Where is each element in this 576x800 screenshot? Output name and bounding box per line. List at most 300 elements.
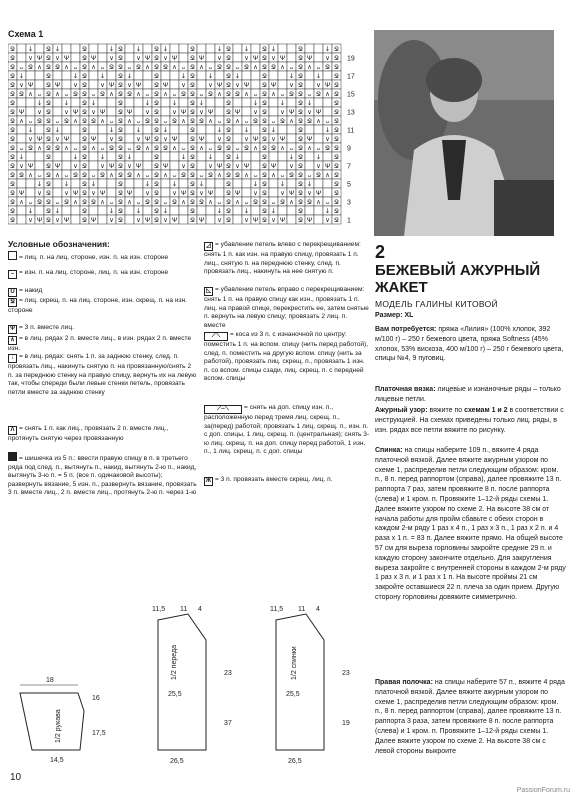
svg-text:↓: ↓	[279, 180, 286, 189]
back-bottom-dim: 26,5	[288, 758, 302, 765]
svg-text:Ψ: Ψ	[27, 81, 34, 90]
svg-text:Ψ: Ψ	[288, 108, 295, 117]
svg-text:∨: ∨	[28, 54, 33, 63]
svg-text:Ψ: Ψ	[270, 162, 277, 171]
svg-text:Ջ: Ջ	[262, 162, 267, 171]
svg-text:∧: ∧	[271, 171, 276, 180]
svg-text:Ջ: Ջ	[298, 54, 303, 63]
svg-text:↓: ↓	[144, 99, 151, 108]
svg-text:∧: ∧	[37, 144, 42, 153]
svg-text:ᴗ: ᴗ	[28, 198, 33, 207]
svg-text:Ջ: Ջ	[316, 90, 321, 99]
svg-text:∧: ∧	[289, 198, 294, 207]
svg-text:↓: ↓	[162, 207, 169, 216]
back-label: 1/2 спинки	[291, 646, 298, 680]
svg-text:Ջ: Ջ	[298, 72, 303, 81]
svg-text:Ջ: Ջ	[298, 144, 303, 153]
svg-text:Ψ: Ψ	[243, 81, 250, 90]
front-right-bottom-dim: 37	[224, 720, 232, 727]
svg-text:Ջ: Ջ	[82, 72, 87, 81]
svg-text:Ջ: Ջ	[145, 117, 150, 126]
svg-text:∨: ∨	[100, 81, 105, 90]
svg-text:↓: ↓	[315, 153, 322, 162]
svg-text:Ջ: Ջ	[10, 81, 15, 90]
svg-text:∧: ∧	[127, 117, 132, 126]
svg-text:Ջ: Ջ	[10, 198, 15, 207]
svg-text:↓: ↓	[108, 45, 115, 54]
svg-text:Ջ: Ջ	[190, 63, 195, 72]
cable-5-symbol-icon: ⟋‒⟍	[204, 405, 242, 414]
svg-text:Ջ: Ջ	[208, 90, 213, 99]
svg-text:Ջ: Ջ	[82, 54, 87, 63]
svg-text:Ջ: Ջ	[325, 144, 330, 153]
svg-text:ᴗ: ᴗ	[307, 90, 312, 99]
svg-text:∨: ∨	[181, 162, 186, 171]
back-schematic	[256, 600, 371, 770]
svg-text:Ψ: Ψ	[63, 135, 70, 144]
svg-text:Ջ: Ջ	[334, 117, 339, 126]
svg-text:Ջ: Ջ	[262, 171, 267, 180]
svg-text:∨: ∨	[172, 189, 177, 198]
svg-text:∧: ∧	[109, 171, 114, 180]
svg-text:↓: ↓	[27, 126, 34, 135]
svg-text:Ջ: Ջ	[118, 135, 123, 144]
svg-text:↓: ↓	[243, 126, 250, 135]
svg-text:Ջ: Ջ	[154, 90, 159, 99]
svg-text:Ջ: Ջ	[118, 216, 123, 225]
chart-row-number: 17	[347, 73, 355, 81]
svg-text:Ջ: Ջ	[118, 45, 123, 54]
svg-text:Ջ: Ջ	[118, 162, 123, 171]
svg-text:Ջ: Ջ	[262, 216, 267, 225]
svg-text:Ջ: Ջ	[82, 126, 87, 135]
svg-text:Ջ: Ջ	[226, 135, 231, 144]
svg-text:Ψ: Ψ	[198, 54, 205, 63]
svg-text:ᴗ: ᴗ	[235, 63, 240, 72]
svg-text:↓: ↓	[180, 153, 187, 162]
svg-text:ᴗ: ᴗ	[325, 117, 330, 126]
svg-text:Ջ: Ջ	[280, 198, 285, 207]
svg-text:∧: ∧	[73, 117, 78, 126]
svg-text:Ջ: Ջ	[334, 126, 339, 135]
svg-text:Ջ: Ջ	[82, 216, 87, 225]
svg-text:∨: ∨	[244, 54, 249, 63]
svg-text:ᴗ: ᴗ	[316, 144, 321, 153]
size-line: Размер: XL	[375, 312, 414, 319]
svg-text:∧: ∧	[37, 63, 42, 72]
svg-text:Ψ: Ψ	[72, 108, 79, 117]
svg-text:Ջ: Ջ	[82, 207, 87, 216]
svg-text:Ջ: Ջ	[46, 153, 51, 162]
svg-text:ᴗ: ᴗ	[73, 144, 78, 153]
svg-text:∨: ∨	[55, 216, 60, 225]
svg-text:Ψ: Ψ	[108, 162, 115, 171]
chart-row-number: 9	[347, 145, 351, 153]
svg-text:Ջ: Ջ	[190, 90, 195, 99]
svg-text:ᴗ: ᴗ	[271, 117, 276, 126]
chart-row-number: 13	[347, 109, 355, 117]
svg-text:Ջ: Ջ	[334, 180, 339, 189]
svg-text:Ջ: Ջ	[82, 81, 87, 90]
svg-text:Ջ: Ջ	[298, 90, 303, 99]
svg-text:ᴗ: ᴗ	[208, 144, 213, 153]
svg-text:↓: ↓	[216, 45, 223, 54]
svg-text:∨: ∨	[136, 216, 141, 225]
svg-text:ᴗ: ᴗ	[100, 63, 105, 72]
svg-text:Ջ: Ջ	[82, 108, 87, 117]
svg-text:↓: ↓	[54, 126, 61, 135]
svg-text:↓: ↓	[243, 45, 250, 54]
svg-text:∨: ∨	[136, 135, 141, 144]
sleeve-top-dim: 18	[46, 677, 54, 684]
svg-text:ᴗ: ᴗ	[244, 198, 249, 207]
svg-text:Ջ: Ջ	[262, 144, 267, 153]
svg-text:ᴗ: ᴗ	[109, 198, 114, 207]
svg-text:Ջ: Ջ	[19, 171, 24, 180]
svg-text:Ջ: Ջ	[334, 90, 339, 99]
svg-text:Ψ: Ψ	[171, 135, 178, 144]
svg-text:∨: ∨	[325, 135, 330, 144]
svg-text:Ջ: Ջ	[127, 171, 132, 180]
svg-text:Ջ: Ջ	[46, 54, 51, 63]
svg-text:∧: ∧	[109, 90, 114, 99]
svg-text:Ջ: Ջ	[154, 63, 159, 72]
svg-text:Ψ: Ψ	[216, 162, 223, 171]
svg-text:Ջ: Ջ	[262, 99, 267, 108]
svg-text:Ջ: Ջ	[226, 180, 231, 189]
svg-text:∧: ∧	[55, 171, 60, 180]
svg-text:Ջ: Ջ	[199, 117, 204, 126]
svg-text:Ջ: Ջ	[82, 180, 87, 189]
svg-text:Ջ: Ջ	[82, 99, 87, 108]
svg-text:↓: ↓	[171, 180, 178, 189]
svg-text:Ջ: Ջ	[298, 81, 303, 90]
svg-text:Ψ: Ψ	[18, 189, 25, 198]
svg-text:Ջ: Ջ	[190, 180, 195, 189]
svg-text:ᴗ: ᴗ	[181, 144, 186, 153]
svg-text:↓: ↓	[162, 126, 169, 135]
legend-item-right-decrease: ◺ = убавление петель вправо с перекрещиванием: снять 1 п. на правую спицу как изн., провязать 1 п. лиц. на правой спице, перекрестить ее, затем снятые п. вернуть на левую спицу; провязать 2 лиц. п. вместе	[204, 286, 369, 329]
svg-text:Ջ: Ջ	[190, 72, 195, 81]
svg-text:∧: ∧	[208, 198, 213, 207]
chart-title: Схема 1	[8, 29, 44, 39]
svg-text:Ջ: Ջ	[190, 216, 195, 225]
svg-text:Ջ: Ջ	[262, 54, 267, 63]
svg-text:Ψ: Ψ	[306, 216, 313, 225]
svg-text:Ψ: Ψ	[27, 162, 34, 171]
svg-text:Ջ: Ջ	[154, 72, 159, 81]
svg-text:Ջ: Ջ	[46, 135, 51, 144]
yarn-over-symbol-icon: U	[8, 288, 17, 297]
svg-text:ᴗ: ᴗ	[289, 144, 294, 153]
back-right-bottom-dim: 19	[342, 720, 350, 727]
svg-text:∨: ∨	[217, 54, 222, 63]
svg-text:Ջ: Ջ	[190, 189, 195, 198]
svg-text:Ψ: Ψ	[270, 81, 277, 90]
svg-text:Ջ: Ջ	[262, 126, 267, 135]
svg-text:∧: ∧	[289, 117, 294, 126]
svg-text:ᴗ: ᴗ	[163, 198, 168, 207]
front-top-a-dim: 11,5	[152, 606, 166, 613]
svg-text:Ψ: Ψ	[288, 189, 295, 198]
svg-text:Ջ: Ջ	[262, 135, 267, 144]
back-top-b-dim: 11	[298, 606, 306, 613]
svg-text:Ջ: Ջ	[190, 171, 195, 180]
svg-text:ᴗ: ᴗ	[109, 117, 114, 126]
legend-item-twisted: Ջ = лиц. скрещ. п. на лиц. стороне, изн. скрещ. п. на изн. стороне	[8, 297, 187, 314]
svg-text:Ջ: Ջ	[190, 45, 195, 54]
svg-text:Ջ: Ջ	[172, 117, 177, 126]
front-label: 1/2 переда	[171, 645, 178, 680]
sleeve-side-top-dim: 16	[92, 695, 100, 702]
legend-item-yarn-over: U = накид	[8, 287, 198, 297]
svg-text:Ψ: Ψ	[144, 135, 151, 144]
svg-text:Ջ: Ջ	[28, 144, 33, 153]
svg-text:Ջ: Ջ	[226, 207, 231, 216]
svg-text:ᴗ: ᴗ	[64, 90, 69, 99]
svg-text:∧: ∧	[253, 63, 258, 72]
svg-text:Ջ: Ջ	[82, 144, 87, 153]
svg-text:ᴗ: ᴗ	[73, 63, 78, 72]
sleeve-bottom-dim: 14,5	[50, 757, 64, 764]
svg-text:Ջ: Ջ	[334, 162, 339, 171]
svg-text:ᴗ: ᴗ	[163, 117, 168, 126]
back-mid-dim: 25,5	[286, 691, 300, 698]
svg-text:Ջ: Ջ	[46, 207, 51, 216]
svg-text:Ջ: Ջ	[118, 144, 123, 153]
svg-text:Ջ: Ջ	[334, 99, 339, 108]
svg-text:Ջ: Ջ	[118, 99, 123, 108]
svg-text:∧: ∧	[325, 171, 330, 180]
svg-text:↓: ↓	[54, 207, 61, 216]
cable-3-symbol-icon: ⟋⟍	[204, 332, 228, 341]
svg-text:Ջ: Ջ	[163, 63, 168, 72]
svg-text:Ψ: Ψ	[18, 108, 25, 117]
svg-text:∧: ∧	[91, 144, 96, 153]
svg-text:Ջ: Ջ	[298, 189, 303, 198]
svg-text:Ջ: Ջ	[235, 171, 240, 180]
svg-text:ᴗ: ᴗ	[280, 90, 285, 99]
svg-text:∨: ∨	[199, 189, 204, 198]
svg-text:Ջ: Ջ	[82, 90, 87, 99]
article-title: БЕЖЕВЫЙ АЖУРНЫЙ ЖАКЕТ	[375, 262, 541, 296]
svg-text:ᴗ: ᴗ	[325, 198, 330, 207]
svg-text:↓: ↓	[234, 72, 241, 81]
svg-text:↓: ↓	[27, 45, 34, 54]
svg-text:Ջ: Ջ	[271, 144, 276, 153]
svg-text:↓: ↓	[207, 153, 214, 162]
svg-text:ᴗ: ᴗ	[253, 90, 258, 99]
svg-text:Ջ: Ջ	[127, 90, 132, 99]
svg-text:∧: ∧	[208, 117, 213, 126]
svg-text:Ջ: Ջ	[100, 171, 105, 180]
svg-text:Ջ: Ջ	[154, 207, 159, 216]
svg-text:Ψ: Ψ	[252, 54, 259, 63]
svg-text:∨: ∨	[316, 162, 321, 171]
svg-text:Ջ: Ջ	[217, 63, 222, 72]
svg-text:Ջ: Ջ	[289, 90, 294, 99]
svg-text:Ջ: Ջ	[244, 63, 249, 72]
svg-text:Ջ: Ջ	[172, 198, 177, 207]
chart-row-number: 7	[347, 163, 351, 171]
svg-text:∨: ∨	[307, 108, 312, 117]
svg-text:Ψ: Ψ	[207, 108, 214, 117]
front-mid-dim: 25,5	[168, 691, 182, 698]
svg-text:↓: ↓	[18, 153, 25, 162]
svg-text:Ջ: Ջ	[154, 144, 159, 153]
svg-text:∨: ∨	[55, 135, 60, 144]
svg-text:ᴗ: ᴗ	[55, 117, 60, 126]
svg-text:∨: ∨	[217, 135, 222, 144]
svg-text:ᴗ: ᴗ	[64, 171, 69, 180]
svg-text:Ջ: Ջ	[82, 63, 87, 72]
sk2p-symbol-icon: Λ	[8, 426, 17, 435]
svg-text:Ջ: Ջ	[91, 198, 96, 207]
back-top-a-dim: 11,5	[270, 606, 284, 613]
svg-text:ᴗ: ᴗ	[127, 144, 132, 153]
svg-text:∨: ∨	[127, 81, 132, 90]
svg-text:ᴗ: ᴗ	[91, 90, 96, 99]
svg-text:↓: ↓	[306, 99, 313, 108]
svg-text:Ջ: Ջ	[73, 171, 78, 180]
svg-text:Ջ: Ջ	[10, 90, 15, 99]
svg-text:Ջ: Ջ	[46, 81, 51, 90]
svg-text:∨: ∨	[253, 108, 258, 117]
svg-text:↓: ↓	[126, 153, 133, 162]
svg-text:Ψ: Ψ	[162, 162, 169, 171]
legend-item-left-decrease: ◿ = убавление петель влево с перекрещиванием: снять 1 п. как изн. на правую спицу, провязать 1 п. лиц., снятую п. на переднюю стенку, след. п. провязать лиц., накинуть на нее снятую п.	[204, 241, 361, 276]
svg-text:∨: ∨	[37, 189, 42, 198]
svg-text:Ջ: Ջ	[154, 126, 159, 135]
svg-text:Ջ: Ջ	[262, 108, 267, 117]
back-top-c-dim: 4	[316, 606, 320, 613]
svg-text:∧: ∧	[235, 117, 240, 126]
svg-text:ᴗ: ᴗ	[289, 63, 294, 72]
svg-text:Ջ: Ջ	[154, 108, 159, 117]
svg-text:∧: ∧	[181, 198, 186, 207]
svg-text:Ջ: Ջ	[10, 117, 15, 126]
svg-text:Ջ: Ջ	[190, 126, 195, 135]
svg-text:Ջ: Ջ	[118, 117, 123, 126]
knit-symbol-icon	[8, 251, 17, 260]
watermark: PassionForum.ru	[516, 787, 570, 794]
svg-text:∧: ∧	[172, 63, 177, 72]
svg-text:Ջ: Ջ	[28, 63, 33, 72]
svg-text:Ջ: Ջ	[10, 189, 15, 198]
svg-text:∧: ∧	[19, 117, 24, 126]
svg-text:ᴗ: ᴗ	[280, 171, 285, 180]
svg-text:∨: ∨	[199, 108, 204, 117]
k3tog-tbl-symbol-icon: Ж	[205, 478, 212, 484]
svg-text:Ջ: Ջ	[145, 198, 150, 207]
sleeve-schematic	[8, 655, 158, 765]
svg-text:∧: ∧	[100, 198, 105, 207]
svg-text:↓: ↓	[270, 207, 277, 216]
svg-text:Ջ: Ջ	[10, 153, 15, 162]
svg-text:Ψ: Ψ	[234, 189, 241, 198]
svg-text:↓: ↓	[135, 207, 142, 216]
svg-text:Ջ: Ջ	[82, 171, 87, 180]
svg-text:∨: ∨	[271, 54, 276, 63]
svg-text:Ջ: Ջ	[154, 81, 159, 90]
svg-text:Ջ: Ջ	[55, 144, 60, 153]
svg-text:∨: ∨	[163, 54, 168, 63]
svg-text:∨: ∨	[235, 162, 240, 171]
svg-text:∨: ∨	[289, 162, 294, 171]
svg-text:ᴗ: ᴗ	[199, 90, 204, 99]
svg-text:∨: ∨	[172, 108, 177, 117]
svg-text:Ψ: Ψ	[108, 81, 115, 90]
svg-text:Ջ: Ջ	[118, 153, 123, 162]
article-number: 2	[375, 242, 386, 262]
svg-text:Ψ: Ψ	[126, 189, 133, 198]
svg-text:↓: ↓	[234, 153, 241, 162]
svg-text:Ջ: Ջ	[316, 171, 321, 180]
chart-row-number: 1	[347, 217, 351, 225]
svg-text:↓: ↓	[324, 126, 331, 135]
svg-text:Ջ: Ջ	[190, 198, 195, 207]
svg-text:Ջ: Ջ	[118, 63, 123, 72]
svg-text:Ջ: Ջ	[262, 90, 267, 99]
article-author: МОДЕЛЬ ГАЛИНЫ КИТОВОЙ	[375, 299, 498, 309]
chart-row-number: 5	[347, 181, 351, 189]
svg-text:Ջ: Ջ	[10, 144, 15, 153]
legend-item-k3tog-tbl: Ж = 3 п. провязать вместе скрещ. лиц. п.	[205, 476, 333, 484]
legend-item-cable-3: ⟋⟍ = коса из 3 п. с изнаночной по центру: поместить 1 п. на вспом. спицу (нить перед работой), след. п. поместить на другую вспом. спицу (нить за работой), провязать лиц. скрещ. п., провязать 1 изн. п. со вспом. спицы сзади, лиц. скрещ. п. с передней вспом. спицы	[204, 331, 369, 383]
svg-text:↓: ↓	[171, 99, 178, 108]
svg-text:Ջ: Ջ	[190, 162, 195, 171]
svg-text:Ψ: Ψ	[90, 216, 97, 225]
svg-text:Ջ: Ջ	[334, 54, 339, 63]
svg-text:Ջ: Ջ	[226, 72, 231, 81]
svg-text:↓: ↓	[27, 207, 34, 216]
svg-text:Ջ: Ջ	[118, 54, 123, 63]
svg-text:∨: ∨	[325, 216, 330, 225]
svg-text:Ջ: Ջ	[46, 117, 51, 126]
svg-text:Ջ: Ջ	[226, 81, 231, 90]
svg-text:Ջ: Ջ	[217, 144, 222, 153]
legend-item-cable-5: ⟋‒⟍ = снять на доп. спицу изн. п., расположенную перед тремя лиц. скрещ. п., за(перед) работой; провязать 1 лиц. скрещ. п., изн. п. с доп. спицы, 1 лиц. скрещ. п. (центральная); снять 3-ю лиц. скрещ. п. на доп. спицу перед работой, 1 изн. п., 1 лиц. скрещ. п. с доп. спицы	[204, 404, 370, 456]
svg-text:ᴗ: ᴗ	[19, 144, 24, 153]
svg-text:↓: ↓	[72, 72, 79, 81]
svg-text:↓: ↓	[315, 72, 322, 81]
svg-text:Ψ: Ψ	[63, 54, 70, 63]
svg-text:Ջ: Ջ	[118, 189, 123, 198]
svg-text:Ջ: Ջ	[298, 207, 303, 216]
svg-text:∨: ∨	[145, 189, 150, 198]
svg-text:Ջ: Ջ	[298, 117, 303, 126]
svg-text:Ջ: Ջ	[334, 108, 339, 117]
svg-text:∨: ∨	[64, 108, 69, 117]
svg-text:Ψ: Ψ	[279, 54, 286, 63]
svg-text:Ջ: Ջ	[298, 108, 303, 117]
svg-text:∨: ∨	[280, 189, 285, 198]
front-paragraph: Правая полочка: на спицы наберите 57 п., вяжите 4 ряда платочной вязкой. Далее вяжите ажурным узором по схеме 1, распределив петли следующим образом: кром. п., 8 п. перед раппортом (справа), далее провяжите 13 п. раппорта 3 раза, затем провяжите 8 п. после раппорта (слева) и 1 кром. п. Провяжите 1–12-й ряды схемы 1. Далее вяжите узором по схеме 2. На высоте 38 см с левой стороны выкроите	[375, 679, 565, 755]
svg-text:Ջ: Ջ	[10, 162, 15, 171]
svg-text:ᴗ: ᴗ	[235, 144, 240, 153]
svg-text:∧: ∧	[100, 117, 105, 126]
svg-text:∧: ∧	[217, 90, 222, 99]
svg-text:Ջ: Ջ	[226, 45, 231, 54]
k2tog-symbol-icon: ∧	[8, 336, 17, 345]
svg-text:Ջ: Ջ	[118, 171, 123, 180]
svg-text:∨: ∨	[73, 162, 78, 171]
svg-text:ᴗ: ᴗ	[271, 198, 276, 207]
svg-text:Ջ: Ջ	[298, 126, 303, 135]
svg-text:∨: ∨	[244, 135, 249, 144]
svg-text:ᴗ: ᴗ	[181, 63, 186, 72]
svg-text:Ψ: Ψ	[234, 108, 241, 117]
